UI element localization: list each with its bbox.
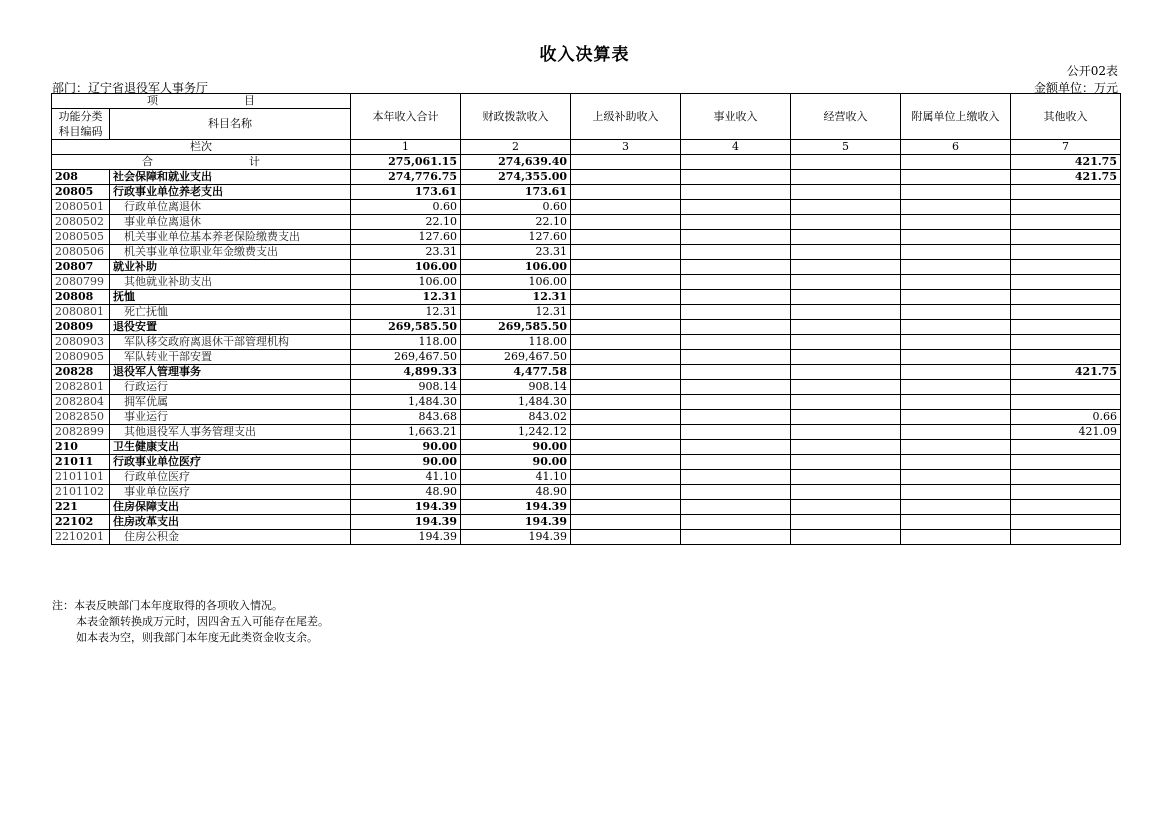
cell-value [901, 455, 1011, 470]
cell-value [1011, 185, 1121, 200]
notes [52, 598, 329, 646]
subject-code: 2082850 [52, 410, 110, 425]
subject-code: 20828 [52, 365, 110, 380]
cell-value: 118.00 [461, 335, 571, 350]
cell-value: 173.61 [461, 185, 571, 200]
cell-value [571, 515, 681, 530]
col-number: 2 [461, 140, 571, 155]
subject-code: 22102 [52, 515, 110, 530]
col-number: 4 [681, 140, 791, 155]
cell-value [901, 365, 1011, 380]
table-row [52, 305, 1121, 320]
cell-value [791, 455, 901, 470]
cell-value: 421.75 [1011, 365, 1121, 380]
cell-value: 127.60 [351, 230, 461, 245]
cell-value [681, 425, 791, 440]
subject-code: 21011 [52, 455, 110, 470]
cell-value [1011, 290, 1121, 305]
cell-value [571, 530, 681, 545]
income-table [51, 93, 1121, 545]
subject-name: 退役安置 [110, 320, 351, 335]
subject-name: 机关事业单位职业年金缴费支出 [110, 245, 351, 260]
subject-name: 其他就业补助支出 [110, 275, 351, 290]
cell-value: 106.00 [351, 275, 461, 290]
subject-name: 抚恤 [110, 290, 351, 305]
cell-value [681, 335, 791, 350]
cell-value [901, 245, 1011, 260]
table-row [52, 515, 1121, 530]
cell-value: 12.31 [461, 290, 571, 305]
cell-value [901, 170, 1011, 185]
col-header-2: 财政拨款收入 [461, 94, 571, 140]
cell-value [681, 470, 791, 485]
note-line: 本表金额转换成万元时，因四舍五入可能存在尾差。 [76, 615, 329, 628]
cell-value [681, 320, 791, 335]
cell-value [901, 425, 1011, 440]
table-row [52, 215, 1121, 230]
cell-value [571, 470, 681, 485]
cell-value: 23.31 [351, 245, 461, 260]
cell-value [791, 320, 901, 335]
cell-value [791, 200, 901, 215]
cell-value [791, 470, 901, 485]
cell-value [1011, 215, 1121, 230]
subject-code: 2082804 [52, 395, 110, 410]
table-row [52, 530, 1121, 545]
cell-value [791, 380, 901, 395]
cell-value: 1,242.12 [461, 425, 571, 440]
cell-value [1011, 350, 1121, 365]
cell-value [681, 440, 791, 455]
col-header-5: 经营收入 [791, 94, 901, 140]
cell-value: 4,477.58 [461, 365, 571, 380]
cell-value: 194.39 [461, 530, 571, 545]
cell-value: 48.90 [461, 485, 571, 500]
subject-name: 行政单位医疗 [110, 470, 351, 485]
note-line: 如本表为空，则我部门本年度无此类资金收支余。 [76, 631, 318, 644]
subject-code: 2101101 [52, 470, 110, 485]
cell-value [571, 215, 681, 230]
cell-value: 194.39 [351, 515, 461, 530]
subject-name: 住房改革支出 [110, 515, 351, 530]
cell-value [791, 230, 901, 245]
subject-code: 2210201 [52, 530, 110, 545]
name-header: 科目名称 [110, 109, 351, 140]
col-row-label: 栏次 [52, 140, 351, 155]
table-row [52, 320, 1121, 335]
cell-value [791, 260, 901, 275]
subject-code: 20808 [52, 290, 110, 305]
cell-value [901, 290, 1011, 305]
cell-value: 173.61 [351, 185, 461, 200]
subject-name: 机关事业单位基本养老保险缴费支出 [110, 230, 351, 245]
cell-value: 194.39 [351, 500, 461, 515]
table-row [52, 395, 1121, 410]
cell-value: 1,663.21 [351, 425, 461, 440]
subject-name: 其他退役军人事务管理支出 [110, 425, 351, 440]
cell-value [681, 380, 791, 395]
cell-value: 274,776.75 [351, 170, 461, 185]
cell-value: 22.10 [461, 215, 571, 230]
cell-value [791, 365, 901, 380]
cell-value: 908.14 [461, 380, 571, 395]
subject-code: 20807 [52, 260, 110, 275]
cell-value [901, 320, 1011, 335]
subject-code: 2080502 [52, 215, 110, 230]
subject-name: 社会保障和就业支出 [110, 170, 351, 185]
subject-code: 2101102 [52, 485, 110, 500]
cell-value: 106.00 [461, 260, 571, 275]
cell-value: 843.02 [461, 410, 571, 425]
cell-value [571, 425, 681, 440]
cell-value: 90.00 [351, 440, 461, 455]
cell-value: 90.00 [461, 440, 571, 455]
cell-value [571, 185, 681, 200]
cell-value: 90.00 [461, 455, 571, 470]
cell-value: 421.75 [1011, 170, 1121, 185]
cell-value [571, 290, 681, 305]
cell-value: 12.31 [351, 305, 461, 320]
cell-value: 23.31 [461, 245, 571, 260]
table-row [52, 260, 1121, 275]
cell-value [1011, 455, 1121, 470]
cell-value: 118.00 [351, 335, 461, 350]
col-number: 7 [1011, 140, 1121, 155]
cell-value [571, 350, 681, 365]
cell-value: 127.60 [461, 230, 571, 245]
cell-value [791, 485, 901, 500]
table-row [52, 200, 1121, 215]
cell-value: 274,355.00 [461, 170, 571, 185]
cell-value [681, 185, 791, 200]
header-row-item [52, 94, 1121, 109]
cell-value [791, 275, 901, 290]
cell-value [791, 395, 901, 410]
cell-value: 41.10 [461, 470, 571, 485]
col-number: 1 [351, 140, 461, 155]
cell-value [571, 410, 681, 425]
department-label: 部门：辽宁省退役军人事务厅 [52, 81, 209, 95]
table-row [52, 185, 1121, 200]
cell-value [791, 350, 901, 365]
total-row [52, 155, 1121, 170]
cell-value [791, 500, 901, 515]
cell-value: 269,585.50 [351, 320, 461, 335]
form-number: 公开02表 [1066, 64, 1118, 78]
subject-name: 行政事业单位医疗 [110, 455, 351, 470]
unit-label: 金额单位：万元 [1033, 81, 1118, 95]
cell-value: 269,467.50 [461, 350, 571, 365]
subject-name: 事业单位离退休 [110, 215, 351, 230]
cell-value [791, 290, 901, 305]
total-value [571, 155, 681, 170]
subject-name: 拥军优属 [110, 395, 351, 410]
cell-value [1011, 470, 1121, 485]
cell-value [1011, 275, 1121, 290]
cell-value [681, 515, 791, 530]
table-row [52, 350, 1121, 365]
cell-value [791, 170, 901, 185]
subject-name: 行政单位离退休 [110, 200, 351, 215]
subject-name: 就业补助 [110, 260, 351, 275]
cell-value [1011, 230, 1121, 245]
col-header-7: 其他收入 [1011, 94, 1121, 140]
cell-value [1011, 260, 1121, 275]
cell-value: 0.66 [1011, 410, 1121, 425]
cell-value [1011, 530, 1121, 545]
item-label-left: 项 [147, 94, 158, 107]
note-line: 注：本表反映部门本年度取得的各项收入情况。 [52, 599, 283, 612]
table-row [52, 335, 1121, 350]
cell-value: 90.00 [351, 455, 461, 470]
cell-value [901, 440, 1011, 455]
table-row [52, 290, 1121, 305]
cell-value [1011, 245, 1121, 260]
cell-value [571, 275, 681, 290]
cell-value [571, 230, 681, 245]
cell-value [901, 500, 1011, 515]
subject-code: 2080799 [52, 275, 110, 290]
subject-code: 2080801 [52, 305, 110, 320]
total-label-left: 合 [142, 155, 153, 168]
subject-name: 退役军人管理事务 [110, 365, 351, 380]
cell-value: 0.60 [461, 200, 571, 215]
subject-name: 行政事业单位养老支出 [110, 185, 351, 200]
cell-value [791, 305, 901, 320]
subject-name: 事业运行 [110, 410, 351, 425]
cell-value [571, 500, 681, 515]
subject-name: 死亡抚恤 [110, 305, 351, 320]
table-row [52, 245, 1121, 260]
page-title: 收入决算表 [539, 45, 630, 65]
col-header-1: 本年收入合计 [351, 94, 461, 140]
cell-value [1011, 335, 1121, 350]
cell-value [1011, 515, 1121, 530]
cell-value [901, 215, 1011, 230]
cell-value: 106.00 [351, 260, 461, 275]
cell-value [1011, 305, 1121, 320]
cell-value: 12.31 [351, 290, 461, 305]
cell-value [571, 305, 681, 320]
cell-value [791, 335, 901, 350]
cell-value [901, 200, 1011, 215]
cell-value [1011, 200, 1121, 215]
column-number-row [52, 140, 1121, 155]
cell-value [681, 275, 791, 290]
col-number: 6 [901, 140, 1011, 155]
cell-value [681, 530, 791, 545]
cell-value [901, 305, 1011, 320]
cell-value [681, 290, 791, 305]
subject-name: 军队转业干部安置 [110, 350, 351, 365]
subject-code: 2080501 [52, 200, 110, 215]
cell-value [901, 335, 1011, 350]
subject-code: 208 [52, 170, 110, 185]
col-number: 3 [571, 140, 681, 155]
cell-value [1011, 500, 1121, 515]
total-value [681, 155, 791, 170]
total-value [791, 155, 901, 170]
cell-value [791, 185, 901, 200]
table-row [52, 230, 1121, 245]
cell-value: 12.31 [461, 305, 571, 320]
cell-value [1011, 485, 1121, 500]
cell-value [681, 170, 791, 185]
cell-value [571, 320, 681, 335]
cell-value [901, 410, 1011, 425]
subject-code: 2080506 [52, 245, 110, 260]
cell-value [791, 425, 901, 440]
table-row [52, 170, 1121, 185]
cell-value [571, 365, 681, 380]
cell-value [1011, 395, 1121, 410]
cell-value [571, 440, 681, 455]
cell-value [571, 485, 681, 500]
cell-value [791, 440, 901, 455]
cell-value [681, 500, 791, 515]
cell-value [681, 485, 791, 500]
cell-value: 194.39 [461, 515, 571, 530]
subject-code: 2080505 [52, 230, 110, 245]
subject-name: 军队移交政府离退休干部管理机构 [110, 335, 351, 350]
table-row [52, 470, 1121, 485]
cell-value [791, 215, 901, 230]
cell-value [901, 260, 1011, 275]
col-header-4: 事业收入 [681, 94, 791, 140]
table-row [52, 455, 1121, 470]
cell-value [681, 350, 791, 365]
cell-value [901, 350, 1011, 365]
subject-code: 2080903 [52, 335, 110, 350]
cell-value [571, 200, 681, 215]
cell-value [571, 170, 681, 185]
subject-name: 行政运行 [110, 380, 351, 395]
subject-code: 20809 [52, 320, 110, 335]
cell-value: 269,585.50 [461, 320, 571, 335]
subject-code: 2082899 [52, 425, 110, 440]
subject-code: 2080905 [52, 350, 110, 365]
cell-value [901, 470, 1011, 485]
table-row [52, 365, 1121, 380]
cell-value [681, 245, 791, 260]
cell-value [1011, 380, 1121, 395]
col-number: 5 [791, 140, 901, 155]
cell-value: 41.10 [351, 470, 461, 485]
cell-value: 908.14 [351, 380, 461, 395]
cell-value [571, 455, 681, 470]
cell-value [681, 200, 791, 215]
subject-name: 住房保障支出 [110, 500, 351, 515]
cell-value: 0.60 [351, 200, 461, 215]
total-label-right: 计 [249, 155, 260, 168]
code-header: 功能分类科目编码 [52, 109, 110, 140]
cell-value [681, 455, 791, 470]
cell-value [681, 365, 791, 380]
cell-value [901, 395, 1011, 410]
cell-value [791, 245, 901, 260]
cell-value [901, 185, 1011, 200]
cell-value [571, 335, 681, 350]
table-row [52, 380, 1121, 395]
col-header-6: 附属单位上缴收入 [901, 94, 1011, 140]
cell-value [1011, 440, 1121, 455]
subject-name: 住房公积金 [110, 530, 351, 545]
cell-value [571, 380, 681, 395]
cell-value: 194.39 [351, 530, 461, 545]
total-value: 275,061.15 [351, 155, 461, 170]
total-value: 421.75 [1011, 155, 1121, 170]
table-row [52, 275, 1121, 290]
cell-value [901, 485, 1011, 500]
cell-value: 1,484.30 [351, 395, 461, 410]
cell-value [681, 230, 791, 245]
cell-value [571, 260, 681, 275]
cell-value [901, 275, 1011, 290]
cell-value [901, 230, 1011, 245]
subject-name: 卫生健康支出 [110, 440, 351, 455]
cell-value [681, 305, 791, 320]
cell-value [681, 395, 791, 410]
col-header-3: 上级补助收入 [571, 94, 681, 140]
cell-value [791, 515, 901, 530]
cell-value [681, 215, 791, 230]
total-value [901, 155, 1011, 170]
table-row [52, 425, 1121, 440]
table-row [52, 485, 1121, 500]
cell-value [681, 410, 791, 425]
cell-value [681, 260, 791, 275]
cell-value: 106.00 [461, 275, 571, 290]
subject-code: 20805 [52, 185, 110, 200]
cell-value [571, 395, 681, 410]
item-label-right: 目 [244, 94, 255, 107]
subject-code: 221 [52, 500, 110, 515]
table-row [52, 410, 1121, 425]
cell-value: 194.39 [461, 500, 571, 515]
cell-value: 1,484.30 [461, 395, 571, 410]
cell-value: 4,899.33 [351, 365, 461, 380]
cell-value [791, 530, 901, 545]
cell-value [791, 410, 901, 425]
cell-value [901, 530, 1011, 545]
subject-code: 210 [52, 440, 110, 455]
cell-value: 421.09 [1011, 425, 1121, 440]
cell-value [901, 380, 1011, 395]
cell-value [1011, 320, 1121, 335]
table-row [52, 440, 1121, 455]
cell-value: 843.68 [351, 410, 461, 425]
table-row [52, 500, 1121, 515]
cell-value: 269,467.50 [351, 350, 461, 365]
subject-code: 2082801 [52, 380, 110, 395]
cell-value: 48.90 [351, 485, 461, 500]
cell-value [571, 245, 681, 260]
subject-name: 事业单位医疗 [110, 485, 351, 500]
cell-value [901, 515, 1011, 530]
cell-value: 22.10 [351, 215, 461, 230]
total-value: 274,639.40 [461, 155, 571, 170]
